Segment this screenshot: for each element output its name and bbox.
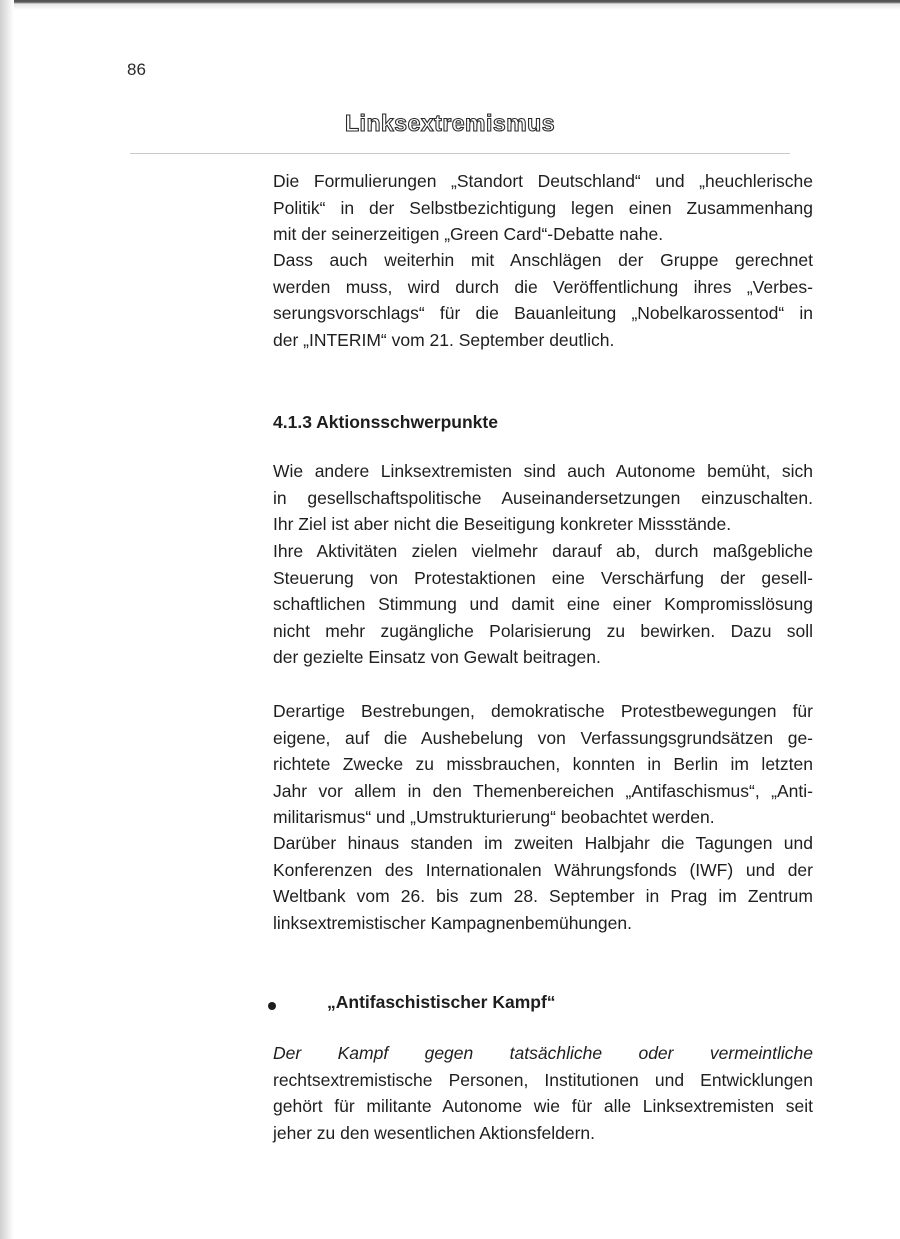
paragraph-5: [273, 698, 813, 831]
paragraph-3: [273, 458, 813, 538]
bullet-heading: „Antifaschistischer Kampf“: [327, 992, 556, 1012]
paragraph-1: [273, 168, 813, 248]
text-line: Konferenzen des Internationalen Währungsfonds (IWF) und der: [273, 859, 813, 880]
text-line: Die Formulierungen „Standort Deutschland“ und „heuchlerische: [273, 171, 813, 191]
text-line: Wie andere Linksextremisten sind auch Autonome bemüht, sich: [273, 461, 813, 481]
text-line: jeher zu den wesentlichen Aktionsfeldern.: [273, 1122, 596, 1143]
paragraph-7: [273, 1040, 813, 1146]
header-divider: [130, 153, 790, 154]
text-line: Steuerung von Protestaktionen eine Verschärfung der gesell-: [273, 567, 813, 588]
text-line: werden muss, wird durch die Veröffentlichung ihres „Verbes-: [273, 276, 813, 297]
text-line: Derartige Bestrebungen, demokratische Protestbewegungen für: [273, 701, 813, 721]
paragraph-2: [273, 247, 813, 353]
page-header-title: Linksextremismus: [345, 110, 555, 136]
text-line: richtete Zwecke zu missbrauchen, konnten in Berlin im letzten: [273, 754, 813, 774]
text-line: der „INTERIM“ vom 21. September deutlich.: [273, 329, 615, 350]
text-line-italic: Der Kampf gegen tatsächliche oder vermeintliche: [273, 1043, 813, 1063]
text-line: nicht mehr zugängliche Polarisierung zu bewirken. Dazu soll: [273, 620, 813, 641]
text-line: Politik“ in der Selbstbezichtigung legen einen Zusammenhang: [273, 197, 813, 218]
text-line: Weltbank vom 26. bis zum 28. September in Prag im Zentrum: [273, 886, 813, 906]
page-number: 86: [127, 60, 146, 79]
text-line: Dass auch weiterhin mit Anschlägen der Gruppe gerechnet: [273, 250, 813, 270]
scan-edge-left: [0, 0, 14, 1239]
text-line: Jahr vor allem in den Themenbereichen „Antifaschismus“, „Anti-: [273, 780, 813, 801]
text-line: eigene, auf die Aushebelung von Verfassungsgrundsätzen ge-: [273, 727, 813, 748]
text-line: Darüber hinaus standen im zweiten Halbjahr die Tagungen und: [273, 833, 813, 853]
paragraph-6: [273, 830, 813, 936]
text-line: in gesellschaftspolitische Auseinandersetzungen einzuschalten.: [273, 487, 813, 508]
text-line: der gezielte Einsatz von Gewalt beitragen.: [273, 647, 601, 667]
paragraph-4: [273, 538, 813, 671]
text-line: schaftlichen Stimmung und damit eine einer Kompromisslösung: [273, 594, 813, 614]
text-line: serungsvorschlags“ für die Bauanleitung „Nobelkarossentod“ in: [273, 303, 813, 323]
text-line: militarismus“ und „Umstrukturierung“ beobachtet werden.: [273, 807, 715, 827]
bullet-icon: [268, 1002, 276, 1010]
scan-edge-top: [0, 0, 900, 10]
text-line: Ihr Ziel ist aber nicht die Beseitigung konkreter Missstände.: [273, 514, 732, 534]
text-line: Ihre Aktivitäten zielen vielmehr darauf ab, durch maßgebliche: [273, 541, 813, 561]
text-line: linksextremistischer Kampagnenbemühungen.: [273, 912, 632, 933]
section-heading: 4.1.3 Aktionsschwerpunkte: [273, 412, 498, 432]
text-line: gehört für militante Autonome wie für alle Linksextremisten seit: [273, 1096, 813, 1116]
text-line: mit der seinerzeitigen „Green Card“-Debatte nahe.: [273, 224, 664, 244]
text-line: rechtsextremistische Personen, Institutionen und Entwicklungen: [273, 1069, 813, 1090]
